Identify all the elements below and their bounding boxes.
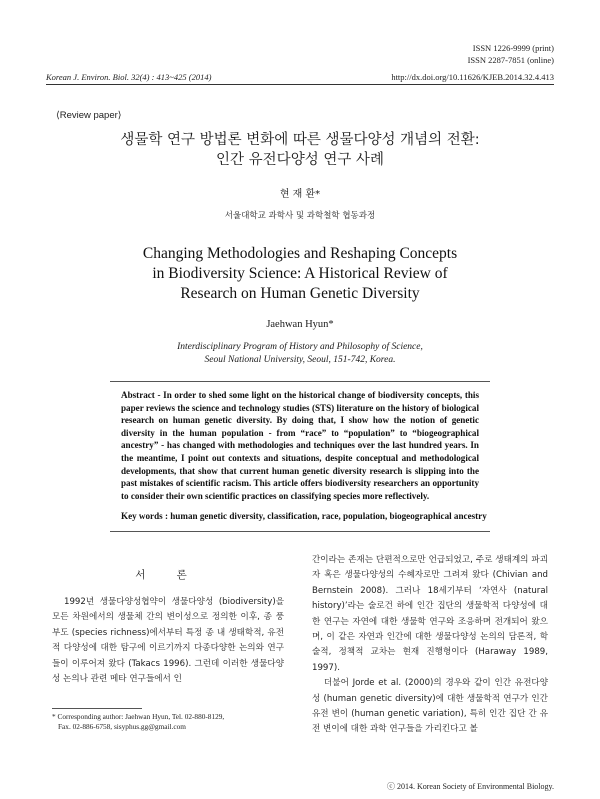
article-type: ⟨Review paper⟩ [56, 110, 122, 121]
title-english-line2: in Biodiversity Science: A Historical Review of [152, 265, 448, 282]
body-right-paragraph-1: 간이라는 존재는 단편적으로만 언급되었고, 주로 생태계의 파괴자 혹은 생물다양성의 수혜자로만 그려져 왔다 (Chivian and Bernstein 2008). 그러나 18세기부터 ‘자연사 (natural history)’라는 술로건 하에 인간 집단의 생물학적 다양성에 대한 연구는 자연에 대한 생물학 연구와 조응하며 전개되어 왔으며, 이 같은 자연과 인간에 대한 생물다양성 논의의 담론적, 학술적, 정책적 교차는 현재 진행형이다 (Haraway 1989, 1997). [312, 555, 548, 673]
header-rule [46, 84, 554, 85]
copyright: ⓒ 2014. Korean Society of Environmental Biology. [386, 782, 554, 791]
author-english: Jaehwan Hyun* [266, 319, 334, 330]
title-korean-line1: 생물학 연구 방법론 변화에 따른 생물다양성 개념의 전환: [120, 132, 480, 148]
footnote-line2: Fax. 02-886-6758, sisyphus.gg@gmail.com [58, 722, 186, 731]
abstract-top-rule [110, 381, 490, 382]
doi-link[interactable]: http://dx.doi.org/10.11626/KJEB.2014.32.4.413 [391, 72, 554, 82]
abstract: Abstract - In order to shed some light on the historical change of biodiversity concepts, this paper reviews the science and technology studies (STS) literature on the history of biological research on human genetic diversity. By doing that, I show how the notion of genetic diversity in the human population - from “race” to “population” to “biogeographical ancestry” - has changed with methodologies and techniques over the last hundred years. In the meantime, I point out contexts and situations, despite conceptual and methodological developments, that show that current human genetic diversity research is slipping into the past mistakes of scientific racism. This article offers biodiversity researchers an opportunity to consider their own scientific practices on classifying species more reflectively. [121, 390, 479, 501]
abstract-bottom-rule [110, 531, 490, 532]
journal-citation: Korean J. Environ. Biol. 32(4) : 413~425 (2014) [46, 72, 212, 82]
affiliation-english-line2: Seoul National University, Seoul, 151-742, Korea. [204, 354, 396, 365]
footnote [52, 712, 292, 732]
title-english-line1: Changing Methodologies and Reshaping Concepts [142, 245, 458, 262]
title-english-line3: Research on Human Genetic Diversity [180, 285, 420, 302]
issn-block [468, 42, 554, 66]
affiliation-english-line1: Interdisciplinary Program of History and Philosophy of Science, [177, 342, 423, 352]
affiliation-english [0, 341, 600, 366]
body-column-right [312, 553, 548, 738]
title-korean [40, 130, 560, 170]
title-korean-line2: 인간 유전다양성 연구 사례 [216, 152, 384, 168]
author-korean: 현 재 환* [279, 189, 321, 200]
section-heading-introduction: 서 론 [135, 569, 201, 581]
keywords: Key words : human genetic diversity, classification, race, population, biogeographical ancestry [121, 511, 487, 521]
issn-print: ISSN 1226-9999 (print) [472, 43, 554, 53]
title-english [60, 244, 540, 304]
issn-online: ISSN 2287-7851 (online) [467, 55, 554, 65]
footnote-rule [52, 708, 142, 709]
footnote-line1: * Corresponding author: Jaehwan Hyun, Tel. 02-880-8129, [52, 712, 225, 721]
affiliation-korean: 서울대학교 과학사 및 과학철학 협동과정 [224, 211, 376, 221]
body-column-left: 1992년 생물다양성협약이 생물다양성 (biodiversity)을 모든 차원에서의 생물체 간의 변이성으로 정의한 이후, 종 풍부도 (species richness)에서부터 특정 종 내 생태학적, 유전적 다양성에 대한 탐구에 이르기까지 다종다양한 논의와 연구들이 이루어져 왔다 (Takacs 1996). 그런데 이러한 생물다양성 논의나 관련 메타 연구들에서 인 [52, 597, 284, 685]
body-right-paragraph-2: 더불어 Jorde et al. (2000)의 경우와 같이 인간 유전다양성 (human genetic diversity)에 대한 생물학적 연구가 인간 유전 변이 (human genetic variation), 특히 인간 집단 간 유전 변이에 대한 과학 연구들을 가리킨다고 볼 [312, 678, 548, 735]
